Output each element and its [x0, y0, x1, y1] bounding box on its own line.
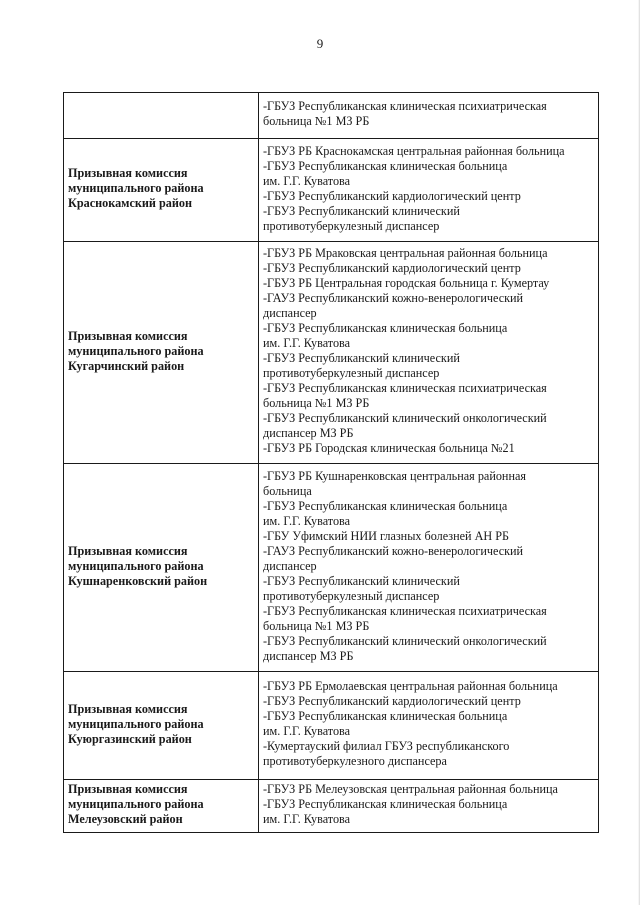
commission-name-line: муниципального района: [68, 343, 204, 358]
commission-name-line: Призывная комиссия: [68, 328, 188, 343]
page-number: 9: [316, 36, 324, 51]
commission-name-line: Призывная комиссия: [68, 166, 188, 180]
commission-cell: [64, 780, 259, 833]
facilities-cell: [259, 93, 599, 139]
commission-name-line: муниципального района: [68, 558, 204, 573]
facility-line: противотуберкулезный диспансер: [263, 588, 440, 603]
facility-line: диспансер: [263, 558, 317, 573]
commission-name-line: Краснокамский район: [68, 196, 192, 210]
commission-cell: [64, 672, 259, 780]
facility-line: противотуберкулезный диспансер: [263, 218, 440, 233]
commission-name-line: Призывная комиссия: [68, 782, 188, 796]
facilities-cell: [259, 672, 599, 780]
facility-line: -ГБУЗ РБ Центральная городская больница г. Кумертау: [263, 276, 550, 290]
table-row: [64, 242, 599, 464]
facility-line: -ГБУЗ Республиканская клиническая больница: [263, 158, 508, 173]
facilities-cell: [259, 139, 599, 242]
facility-line: -ГБУЗ Республиканский клинический: [263, 203, 460, 218]
facility-line: -ГБУЗ Республиканская клиническая больница: [263, 709, 508, 723]
facility-line: -ГБУЗ Республиканский клинический: [263, 351, 460, 365]
facility-line: -ГБУЗ Республиканская клиническая психиатрическая: [263, 381, 547, 395]
facility-line: диспансер МЗ РБ: [263, 426, 354, 440]
table-row: [64, 672, 599, 780]
facility-line: противотуберкулезный диспансер: [263, 366, 440, 380]
facility-line: -ГБУЗ Республиканский клинический: [263, 573, 460, 588]
facility-line: им. Г.Г. Куватова: [263, 812, 351, 826]
facility-line: -ГАУЗ Республиканский кожно-венерологический: [263, 543, 524, 558]
table-row: [64, 93, 599, 139]
facility-line: больница: [263, 483, 312, 498]
facility-line: -ГБУЗ Республиканский клинический онкологический: [263, 633, 547, 648]
commission-name-line: Призывная комиссия: [68, 701, 188, 716]
facility-line: им. Г.Г. Куватова: [263, 336, 351, 350]
facility-line: -ГБУЗ РБ Краснокамская центральная районная больница: [263, 143, 565, 158]
commission-cell: [64, 464, 259, 672]
commission-name-line: Кугарчинский район: [68, 358, 185, 373]
commission-cell: [64, 93, 259, 139]
facility-line: -ГБУЗ Республиканская клиническая больница: [263, 321, 508, 335]
facility-line: больница №1 МЗ РБ: [263, 114, 370, 128]
table-row: [64, 780, 599, 833]
facilities-cell: [259, 464, 599, 672]
facility-line: -ГБУЗ Республиканский клинический онкологический: [263, 411, 547, 425]
facility-line: им. Г.Г. Куватова: [263, 724, 351, 738]
commission-name-line: муниципального района: [68, 797, 204, 811]
facility-line: -ГБУЗ РБ Кушнаренковская центральная районная: [263, 468, 526, 483]
table-row: [64, 464, 599, 672]
commission-table: [63, 92, 599, 833]
commission-name-line: Куюргазинский район: [68, 731, 192, 746]
facility-line: -ГБУ Уфимский НИИ глазных болезней АН РБ: [263, 528, 510, 543]
table-body: [64, 93, 599, 833]
facility-line: -ГАУЗ Республиканский кожно-венерологический: [263, 291, 524, 305]
facility-line: им. Г.Г. Куватова: [263, 173, 351, 188]
facilities-cell: [259, 780, 599, 833]
facility-line: больница №1 МЗ РБ: [263, 396, 370, 410]
facility-line: -ГБУЗ Республиканская клиническая больница: [263, 797, 508, 811]
facilities-cell: [259, 242, 599, 464]
facility-line: противотуберкулезного диспансера: [263, 754, 447, 768]
facility-line: диспансер: [263, 306, 317, 320]
facility-line: -ГБУЗ Республиканская клиническая больница: [263, 498, 508, 513]
facility-line: -Кумертауский филиал ГБУЗ республиканского: [263, 739, 510, 753]
facility-line: -ГБУЗ Республиканская клиническая психиатрическая: [263, 603, 547, 618]
facility-line: -ГБУЗ Республиканский кардиологический центр: [263, 694, 521, 708]
commission-name-line: муниципального района: [68, 181, 204, 195]
table-row: [64, 139, 599, 242]
facility-line: больница №1 МЗ РБ: [263, 618, 370, 633]
commission-name-line: Призывная комиссия: [68, 543, 188, 558]
facility-line: -ГБУЗ Республиканская клиническая психиатрическая: [263, 99, 547, 113]
facility-line: -ГБУЗ РБ Мраковская центральная районная больница: [263, 246, 548, 260]
commission-cell: [64, 139, 259, 242]
commission-name-line: муниципального района: [68, 716, 204, 731]
facility-line: -ГБУЗ РБ Ермолаевская центральная районная больница: [263, 679, 558, 693]
facility-line: -ГБУЗ РБ Мелеузовская центральная районная больница: [263, 782, 558, 796]
commission-name-line: Мелеузовский район: [68, 812, 183, 826]
facility-line: им. Г.Г. Куватова: [263, 513, 351, 528]
commission-cell: [64, 242, 259, 464]
facility-line: диспансер МЗ РБ: [263, 648, 354, 663]
facility-line: -ГБУЗ РБ Городская клиническая больница №21: [263, 441, 515, 455]
facility-line: -ГБУЗ Республиканский кардиологический центр: [263, 261, 521, 275]
commission-name-line: Кушнаренковский район: [68, 573, 208, 588]
facility-line: -ГБУЗ Республиканский кардиологический центр: [263, 188, 521, 203]
